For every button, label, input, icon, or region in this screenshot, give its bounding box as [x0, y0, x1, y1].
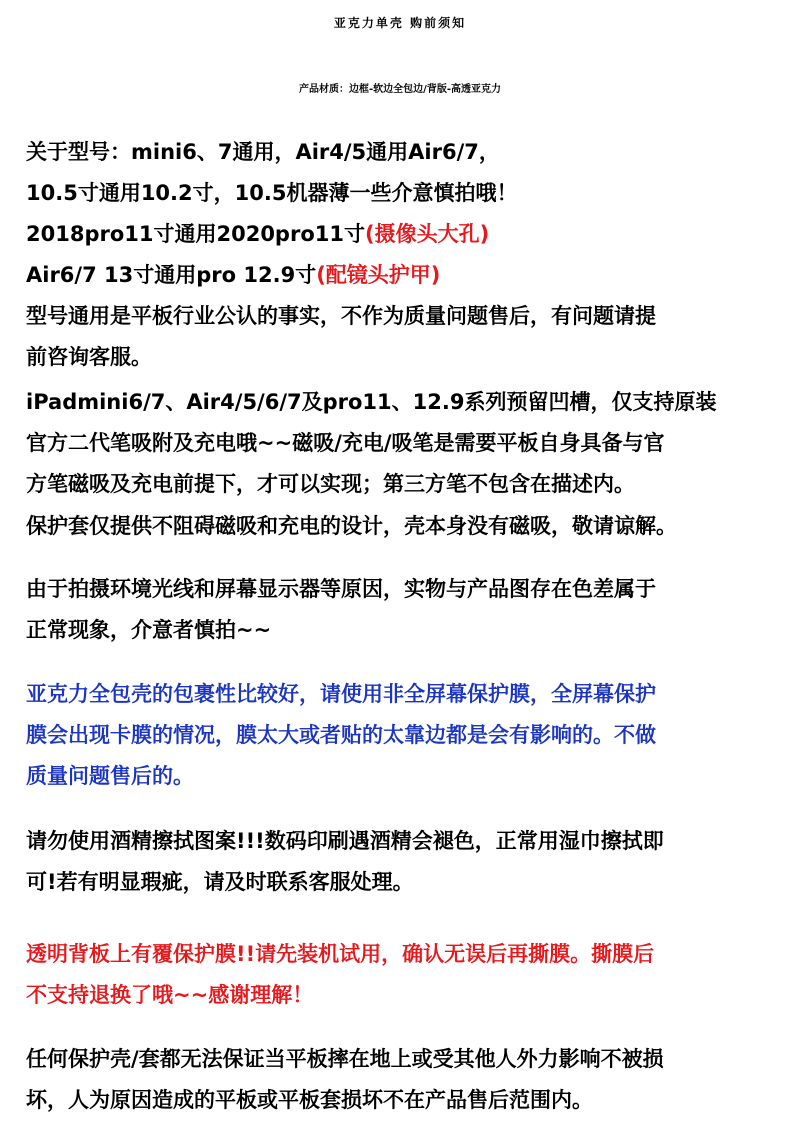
backplate-line-2: 不支持退换了哦~~感谢理解！: [26, 983, 314, 1007]
cleaning-line-1: 请勿使用酒精擦拭图案!!!数码印刷遇酒精会褪色，正常用湿巾擦拭即: [26, 829, 664, 853]
models-line-5: 型号通用是平板行业公认的事实，不作为质量问题售后，有问题请提: [26, 304, 656, 328]
magnetic-line-1: iPadmini6/7、Air4/5/6/7及pro11、12.9系列预留凹槽，仅支持原装: [26, 390, 717, 414]
models-line-6: 前咨询客服。: [26, 345, 152, 369]
film-line-2: 膜会出现卡膜的情况，膜太大或者贴的太靠边都是会有影响的。不做: [26, 723, 656, 747]
magnetic-line-2: 官方二代笔吸附及充电哦~~磁吸/充电/吸笔是需要平板自身具备与官: [26, 431, 665, 455]
models-line-1: 关于型号：mini6、7通用，Air4/5通用Air6/7，: [26, 140, 500, 164]
camera-hole-note: (摄像头大孔): [364, 222, 490, 246]
backplate-line-1: 透明背板上有覆保护膜!!请先装机试用，确认无误后再撕膜。撕膜后: [26, 942, 655, 966]
color-diff-line-2: 正常现象，介意者慎拍~~: [26, 618, 272, 642]
lens-guard-note: (配镜头护甲): [316, 263, 441, 287]
damage-line-2: 坏，人为原因造成的平板或平板套损坏不在产品售后范围内。: [26, 1088, 593, 1112]
models-line-2: 10.5寸通用10.2寸，10.5机器薄一些介意慎拍哦！: [26, 181, 518, 205]
cleaning-line-2: 可!若有明显瑕疵，请及时联系客服处理。: [26, 870, 414, 894]
models-line-3: [26, 218, 489, 248]
models-line-3-text: 2018pro11寸通用2020pro11寸: [26, 222, 365, 246]
film-line-1: 亚克力全包壳的包裹性比较好，请使用非全屏幕保护膜，全屏幕保护: [26, 682, 656, 706]
page-title: 亚克力单壳 购前须知: [333, 16, 467, 30]
magnetic-line-3: 方笔磁吸及充电前提下，才可以实现；第三方笔不包含在描述内。: [26, 472, 635, 496]
models-line-4: [26, 259, 440, 289]
material-subtitle: 产品材质：边框-软边全包边/背版-高透亚克力: [299, 84, 501, 95]
color-diff-line-1: 由于拍摄环境光线和屏幕显示器等原因，实物与产品图存在色差属于: [26, 577, 656, 601]
damage-line-1: 任何保护壳/套都无法保证当平板摔在地上或受其他人外力影响不被损: [26, 1047, 664, 1071]
magnetic-line-4: 保护套仅提供不阻碍磁吸和充电的设计，壳本身没有磁吸，敬请谅解。: [26, 514, 677, 538]
film-line-3: 质量问题售后的。: [26, 764, 194, 788]
models-line-4-text: Air6/7 13寸通用pro 12.9寸: [26, 263, 317, 287]
